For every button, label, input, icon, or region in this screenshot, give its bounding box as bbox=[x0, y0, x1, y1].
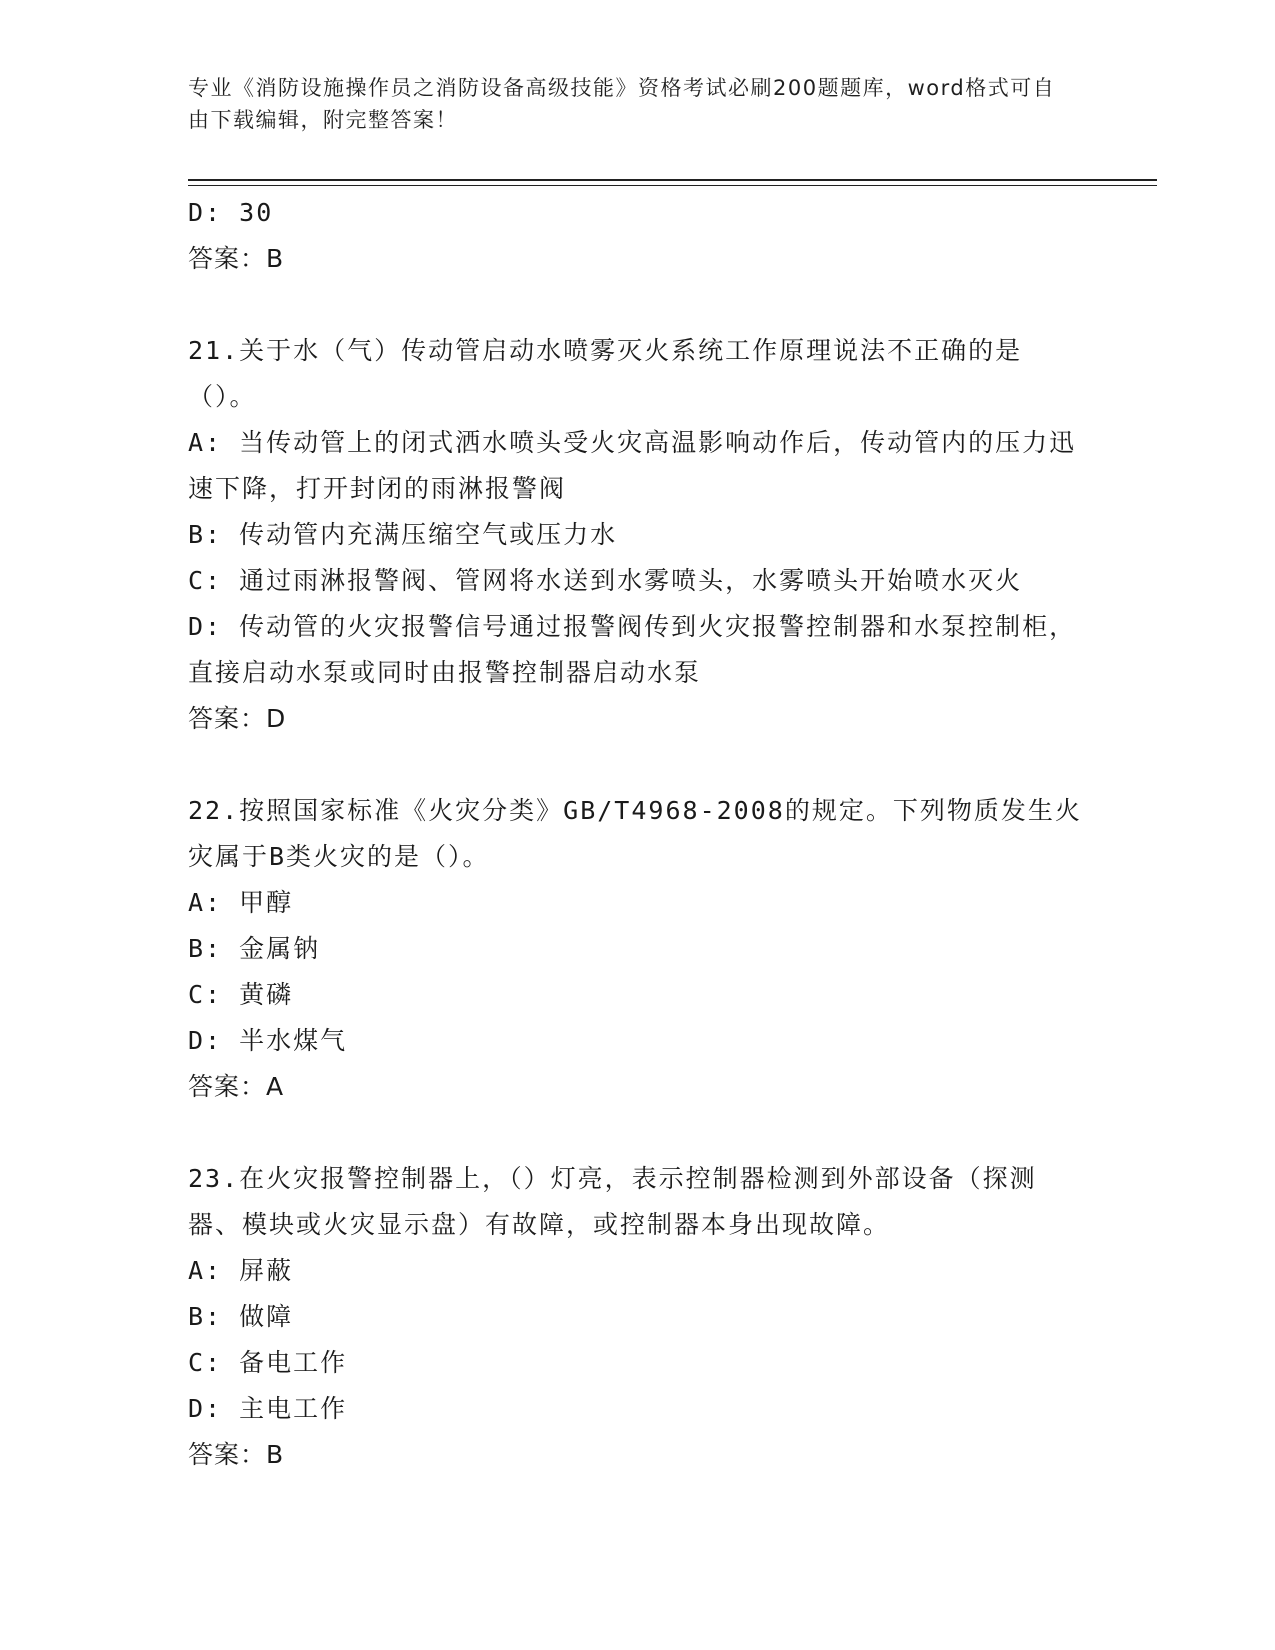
spacer bbox=[188, 282, 1088, 328]
spacer bbox=[188, 742, 1088, 788]
option-a: A: 当传动管上的闭式洒水喷头受火灾高温影响动作后，传动管内的压力迅速下降，打开封闭的雨淋报警阀 bbox=[188, 428, 1077, 503]
option-a: A: 甲醇 bbox=[188, 888, 294, 917]
option-a: A: 屏蔽 bbox=[188, 1256, 294, 1285]
question-title: 21.关于水（气）传动管启动水喷雾灭火系统工作原理说法不正确的是（）。 bbox=[188, 336, 1023, 411]
answer-line: 答案：A bbox=[188, 1072, 285, 1101]
option-c: C: 黄磷 bbox=[188, 980, 294, 1009]
header-rule-thick bbox=[188, 179, 1157, 181]
option-d: D: 主电工作 bbox=[188, 1394, 348, 1423]
answer-line: 答案：D bbox=[188, 704, 287, 733]
header-rule-thin bbox=[188, 185, 1157, 186]
question-title: 22.按照国家标准《火灾分类》GB/T4968-2008的规定。下列物质发生火灾属于B类火灾的是（）。 bbox=[188, 796, 1082, 871]
option-b: B: 做障 bbox=[188, 1302, 294, 1331]
option-b: B: 金属钠 bbox=[188, 934, 321, 963]
option-c: C: 通过雨淋报警阀、管网将水送到水雾喷头，水雾喷头开始喷水灭火 bbox=[188, 566, 1023, 595]
page-header: 专业《消防设施操作员之消防设备高级技能》资格考试必刷200题题库，word格式可自由下载编辑，附完整答案！ bbox=[188, 76, 1056, 132]
option-d: D: 半水煤气 bbox=[188, 1026, 348, 1055]
answer-line: 答案：B bbox=[188, 244, 285, 273]
question-22 bbox=[188, 788, 1088, 1110]
option-b: B: 传动管内充满压缩空气或压力水 bbox=[188, 520, 618, 549]
question-title: 23.在火灾报警控制器上，（）灯亮，表示控制器检测到外部设备（探测器、模块或火灾显示盘）有故障，或控制器本身出现故障。 bbox=[188, 1164, 1037, 1239]
answer-line: 答案：B bbox=[188, 1440, 285, 1469]
option-d: D: 传动管的火灾报警信号通过报警阀传到火灾报警控制器和水泵控制柜，直接启动水泵或同时由报警控制器启动水泵 bbox=[188, 612, 1077, 687]
question-21 bbox=[188, 328, 1088, 742]
option-d: D: 30 bbox=[188, 198, 274, 227]
spacer bbox=[188, 1110, 1088, 1156]
document-body bbox=[188, 190, 1088, 1478]
question-23 bbox=[188, 1156, 1088, 1478]
option-c: C: 备电工作 bbox=[188, 1348, 348, 1377]
